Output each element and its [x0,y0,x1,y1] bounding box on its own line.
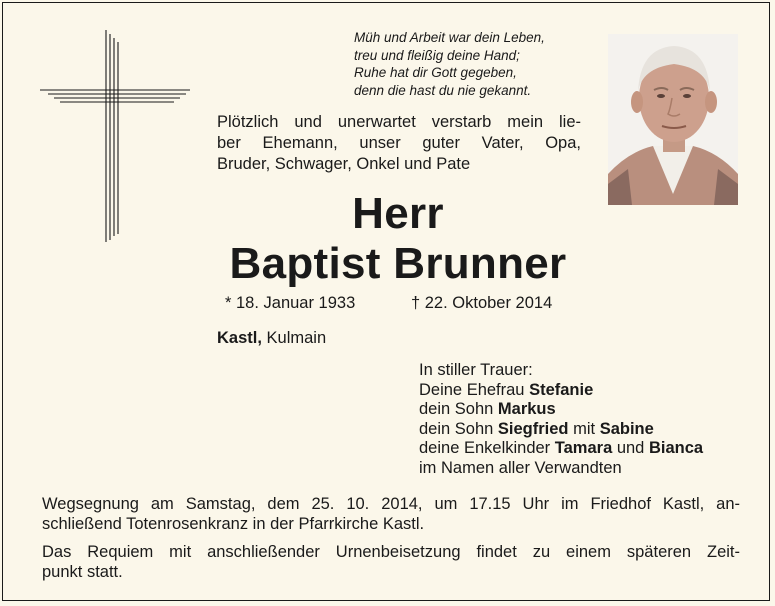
mourner-relatives: im Namen aller Verwandten [419,458,622,477]
obituary-notice [2,2,770,601]
requiem-info [42,542,740,582]
mourners-list [419,361,703,478]
poem-line: denn die hast du nie gekannt. [354,82,532,98]
announcement-line: Bruder, Schwager, Onkel und Pate [217,155,471,173]
cross-icon [40,30,192,242]
portrait-photo [608,34,738,205]
poem-line: treu und fleißig deine Hand; [354,47,520,63]
poem [354,29,594,99]
requiem-line: Das Requiem mit anschließender Urnenbeisetzung findet zu einem späteren Zeit- [42,543,740,561]
mourner-son: dein Sohn Markus [419,400,556,418]
poem-line: Müh und Arbeit war dein Leben, [354,30,545,45]
funeral-line: Wegsegnung am Samstag, dem 25. 10. 2014, um 17.15 Uhr im Friedhof Kastl, an- [42,495,740,513]
deceased-name: Baptist Brunner [229,239,567,288]
mourner-wife: Deine Ehefrau Stefanie [419,380,594,399]
mourner-grandchildren: deine Enkelkinder Tamara und Bianca [419,439,704,457]
district: Kulmain [261,329,327,347]
mourners-heading: In stiller Trauer: [419,361,533,379]
funeral-info [42,494,740,534]
mourner-son: dein Sohn Siegfried mit Sabine [419,419,654,438]
requiem-line: punkt statt. [42,563,123,581]
death-date: † 22. Oktober 2014 [411,294,553,312]
announcement-line: Plötzlich und unerwartet verstarb mein lie- [217,113,581,131]
salutation: Herr [352,189,444,238]
town: Kastl, [217,329,262,347]
poem-line: Ruhe hat dir Gott gegeben, [354,65,517,80]
announcement-text [217,112,581,175]
birth-date: * 18. Januar 1933 [225,294,356,312]
funeral-line: schließend Totenrosenkranz in der Pfarrkirche Kastl. [42,515,425,533]
announcement-line: ber Ehemann, unser guter Vater, Opa, [217,134,581,152]
place-of-residence [217,329,326,348]
